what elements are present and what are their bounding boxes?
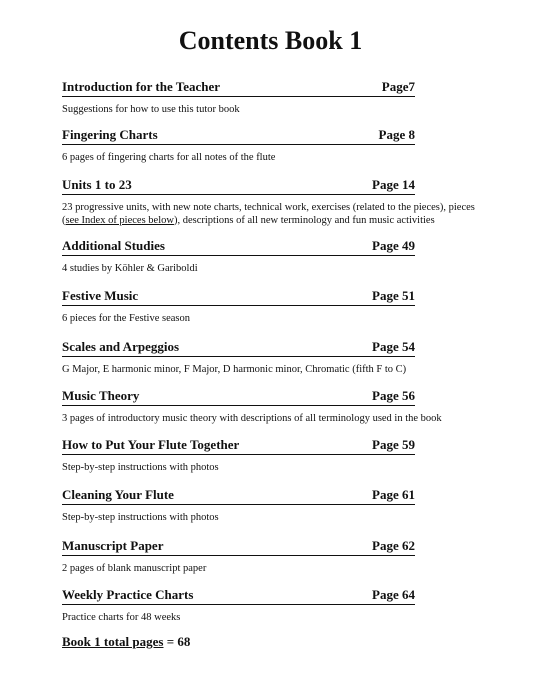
- toc-entry-heading[interactable]: [62, 538, 415, 556]
- toc-entry-description: 6 pages of fingering charts for all notes of the flute: [62, 152, 276, 163]
- toc-entry-page[interactable]: Page 61: [372, 487, 415, 502]
- toc-entry-description: 4 studies by Köhler & Gariboldi: [62, 263, 198, 274]
- toc-entry-scales-arpeggios[interactable]: [62, 339, 482, 376]
- total-pages-value: = 68: [163, 634, 191, 649]
- toc-entry-title[interactable]: Fingering Charts: [62, 127, 158, 142]
- total-pages: [62, 634, 190, 650]
- toc-entry-page[interactable]: Page 51: [372, 288, 415, 303]
- toc-entry-heading[interactable]: [62, 127, 415, 145]
- toc-entry-description: Suggestions for how to use this tutor book: [62, 104, 240, 115]
- toc-entry-title[interactable]: Festive Music: [62, 288, 139, 303]
- toc-entry-flute-assembly[interactable]: [62, 437, 482, 474]
- toc-entry-music-theory[interactable]: [62, 388, 482, 425]
- description-text: 23 progressive units, with new note charts, technical work, exercises (related to the pieces), pieces (: [62, 202, 475, 226]
- toc-entry-page[interactable]: Page 62: [372, 538, 415, 553]
- description-text: ), descriptions of all new terminology and fun music activities: [173, 215, 435, 226]
- toc-entry-cleaning-flute[interactable]: [62, 487, 482, 524]
- toc-entry-additional-studies[interactable]: [62, 238, 482, 275]
- toc-entry-heading[interactable]: [62, 437, 415, 455]
- toc-entry-page[interactable]: Page 56: [372, 388, 415, 403]
- index-of-pieces-link[interactable]: see Index of pieces below: [65, 215, 174, 226]
- toc-entry-description: 6 pieces for the Festive season: [62, 313, 191, 324]
- toc-entry-title[interactable]: Additional Studies: [62, 238, 165, 253]
- toc-entry-description: Step-by-step instructions with photos: [62, 512, 219, 523]
- toc-entry-description: Practice charts for 48 weeks: [62, 612, 181, 623]
- toc-entry-heading[interactable]: [62, 288, 415, 306]
- toc-entry-heading[interactable]: [62, 388, 415, 406]
- toc-entry-title[interactable]: How to Put Your Flute Together: [62, 437, 240, 452]
- toc-entry-title[interactable]: Introduction for the Teacher: [62, 79, 221, 94]
- toc-entry-page[interactable]: Page 14: [372, 177, 415, 192]
- toc-entry-page[interactable]: Page 54: [372, 339, 415, 354]
- toc-entry-page[interactable]: Page7: [381, 79, 415, 94]
- toc-entry-page[interactable]: Page 59: [372, 437, 415, 452]
- toc-entry-title[interactable]: Manuscript Paper: [62, 538, 164, 553]
- toc-entry-title[interactable]: Cleaning Your Flute: [62, 487, 174, 502]
- toc-entry-heading[interactable]: [62, 587, 415, 605]
- toc-entry-title[interactable]: Music Theory: [62, 388, 140, 403]
- toc-entry-description: G Major, E harmonic minor, F Major, D harmonic minor, Chromatic (fifth F to C): [62, 364, 407, 375]
- toc-entry-introduction[interactable]: [62, 79, 482, 116]
- toc-entry-heading[interactable]: [62, 339, 415, 357]
- toc-entry-description: Step-by-step instructions with photos: [62, 462, 219, 473]
- toc-entry-title[interactable]: Scales and Arpeggios: [62, 339, 180, 354]
- toc-entry-heading[interactable]: [62, 177, 415, 195]
- toc-entry-units[interactable]: [62, 177, 482, 227]
- toc-entry-page[interactable]: Page 49: [372, 238, 415, 253]
- toc-entry-heading[interactable]: [62, 238, 415, 256]
- toc-entry-title[interactable]: Units 1 to 23: [62, 177, 132, 192]
- page-title: Contents Book 1: [178, 26, 363, 55]
- total-pages-label: Book 1 total pages: [62, 634, 164, 649]
- toc-entry-heading[interactable]: [62, 487, 415, 505]
- toc-entry-description: 3 pages of introductory music theory with descriptions of all terminology used in the book: [62, 413, 442, 424]
- toc-entry-title[interactable]: Weekly Practice Charts: [62, 587, 194, 602]
- toc-entry-description: [62, 201, 482, 227]
- toc-entry-fingering-charts[interactable]: [62, 127, 482, 164]
- toc-entry-description: 2 pages of blank manuscript paper: [62, 563, 207, 574]
- toc-entry-page[interactable]: Page 8: [378, 127, 415, 142]
- toc-entry-page[interactable]: Page 64: [372, 587, 415, 602]
- toc-entry-heading[interactable]: [62, 79, 415, 97]
- toc-entry-practice-charts[interactable]: [62, 587, 482, 624]
- toc-entry-manuscript-paper[interactable]: [62, 538, 482, 575]
- toc-entry-festive-music[interactable]: [62, 288, 482, 325]
